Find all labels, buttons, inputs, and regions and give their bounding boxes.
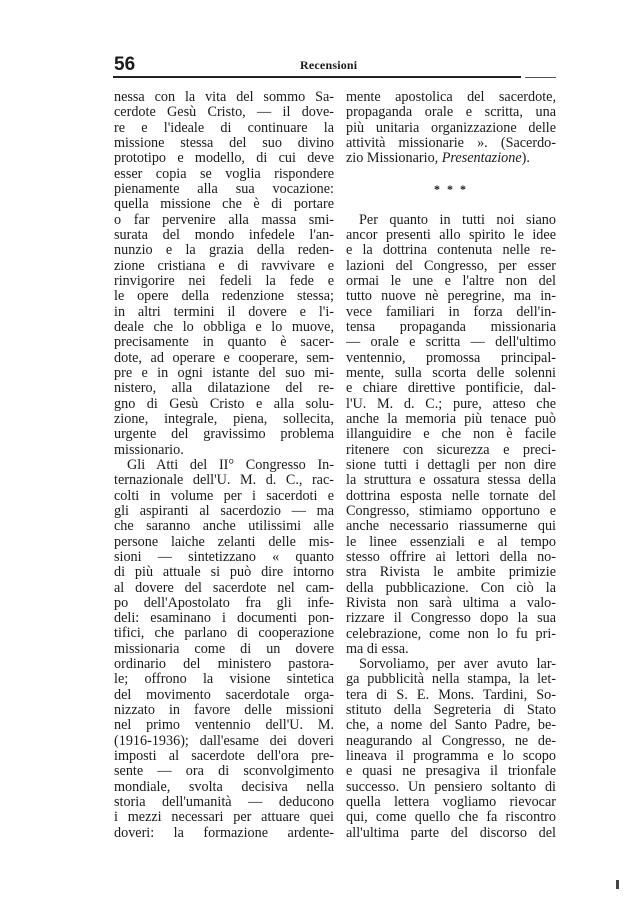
text-line: celebrazione, come non lo fu pri- — [346, 625, 556, 642]
text-line: che saranno anche utilissimi alle — [114, 518, 334, 535]
text-line: attività missionarie ». (Sacerdo- — [346, 134, 556, 151]
text-line: anche necessario riassumerne qui — [346, 518, 556, 535]
text-line: mente apostolica del sacerdote, — [346, 89, 556, 105]
text-line: nizzato in favore delle missioni — [114, 702, 334, 719]
text-line: lazioni del Congresso, per esser — [346, 257, 556, 274]
left-column — [114, 90, 334, 841]
text-line: tensa propaganda missionaria — [346, 318, 556, 335]
text-line: sione tutti i dettagli per non dire — [346, 456, 556, 473]
text-line: ordinario del ministero pastora- — [114, 656, 334, 673]
text-line: al dovere del sacerdote nel cam- — [114, 579, 334, 596]
text-line: gli aspiranti al sacerdozio — ma — [114, 502, 334, 519]
text-line: (1916-1936); dall'esame dei doveri — [114, 732, 334, 749]
text-line: ventennio, promossa principal- — [346, 349, 556, 366]
paragraph — [114, 90, 334, 458]
text-line: ormai le une e l'altre non del — [346, 272, 556, 289]
citation-title: Presentazione — [441, 150, 522, 167]
text-line: — orale e scritta — dell'ultimo — [346, 334, 556, 351]
text-line: successo. Un pensiero soltanto di — [346, 778, 556, 795]
text-line: persone laiche zelanti delle mis- — [114, 533, 334, 550]
scan-mark — [616, 880, 619, 889]
text-line: dottrina esposta nelle tornate del — [346, 487, 556, 504]
text-line: doveri: la formazione ardente- — [114, 824, 334, 841]
text-line: stesso offrire ai lettori della no- — [346, 548, 556, 565]
text-line: nessa con la vita del sommo Sa- — [114, 89, 334, 105]
text-line: pre e in ogni istante del suo mi- — [114, 364, 334, 381]
text-line: stra Rivista le ambite primizie — [346, 564, 556, 581]
text-line: deli: esaminano i documenti pon- — [114, 610, 334, 627]
text-line: propaganda orale e scritta, una — [346, 104, 556, 121]
text-line: della pubblicazione. Con ciò la — [346, 579, 556, 596]
text-line: colti in volume per i sacerdoti e — [114, 487, 334, 504]
text-line: la struttura e ossatura stessa della — [346, 472, 556, 489]
text-line: tifici, che parlano di cooperazione — [114, 625, 334, 642]
text-line: cerdote Gesù Cristo, — il dove- — [114, 104, 334, 121]
text-line: Gli Atti del II° Congresso In- — [127, 456, 334, 473]
text-line: stituto della Segreteria di Stato — [346, 702, 556, 719]
text-line: Sorvoliamo, per aver avuto lar- — [359, 656, 556, 673]
text-line: le opere della redenzione stessa; — [114, 288, 334, 305]
text-line: precisamente in quanto è sacer- — [114, 334, 334, 351]
text-line: missione stessa del suo divino — [114, 134, 334, 151]
text-line: pienamente alla sua vocazione: — [114, 180, 334, 197]
text-line: dote, ad operare e cooperare, sem- — [114, 349, 334, 366]
text-line: anche la memoria più tenace può — [346, 410, 556, 427]
page-number: 56 — [114, 54, 136, 75]
text-line: in altri termini il dovere e l'i- — [114, 303, 334, 320]
text-line: missionaria come di un dovere — [114, 640, 334, 657]
text-line: ga pubblicità nella stampa, la let- — [346, 671, 556, 688]
text-line: e chiare direttive pontificie, dal- — [346, 380, 556, 397]
text-line: e la dottrina contenuta nelle re- — [346, 242, 556, 259]
text-line: rinvigorire nei fedeli la fede e — [114, 272, 334, 289]
text-line: po dell'Apostolato fra gli infe- — [114, 594, 334, 611]
text-line: o far pervenire alla massa smi- — [114, 211, 334, 228]
quote-end-paragraph — [346, 90, 556, 151]
text-line: sioni — sintetizzano « quanto — [114, 548, 334, 565]
text-line: esser copia se voglia rispondere — [114, 165, 334, 182]
text-line: mondiale, svolta decisiva nella — [114, 778, 334, 795]
text-line: sente — ora di sconvolgimento — [114, 763, 334, 780]
text-line: nistero, alla dilatazione del re- — [114, 380, 334, 397]
text-line: ritenere con sicurezza e preci- — [346, 441, 556, 458]
text-line: Rivista non sarà ultima a valo- — [346, 594, 556, 611]
text-line: prototipo e modello, di cui deve — [114, 150, 334, 167]
text-line: quella missione che è di portare — [114, 196, 334, 213]
text-line: ma di essa. — [346, 640, 409, 657]
text-line: neagurando al Congresso, ne de- — [346, 732, 556, 749]
text-line: qui, come quello che fa riscontro — [346, 809, 556, 826]
paragraph — [346, 657, 556, 841]
text-line: storia dell'umanità — deducono — [114, 794, 334, 811]
text-line: urgente del gravissimo problema — [114, 426, 334, 443]
citation-text: zio Missionario, — [346, 150, 442, 167]
header-rule-short — [525, 77, 556, 78]
text-line: ternazionale dell'U. M. d. C., rac- — [114, 472, 334, 489]
text-line: deale che lo obbliga e lo muove, — [114, 318, 334, 335]
section-separator: * * * — [434, 181, 468, 196]
text-line: ancor presenti allo spirito le idee — [346, 226, 556, 243]
text-line: Congresso, stimiamo opportuno e — [346, 502, 556, 519]
text-line: che, a nome del Santo Padre, be- — [346, 717, 556, 734]
text-line: rizzare il Congresso dopo la sua — [346, 610, 556, 627]
text-line: tera di S. E. Mons. Tardini, So- — [346, 686, 556, 703]
text-line — [346, 151, 556, 166]
text-line: vece familiari in forza dell'in- — [346, 303, 556, 320]
text-line: le linee essenziali e al tempo — [346, 533, 556, 550]
text-line: illanguidire e che non è facile — [346, 426, 556, 443]
text-line: all'ultima parte del discorso del — [346, 824, 556, 841]
text-line: nel primo ventennio dell'U. M. — [114, 717, 334, 734]
text-line: del movimento sacerdotale orga- — [114, 686, 334, 703]
text-line: e quasi ne presagiva il trionfale — [346, 763, 556, 780]
text-line: i mezzi necessari per attuare quei — [114, 809, 334, 826]
text-line: l'U. M. d. C.; pure, atteso che — [346, 395, 556, 412]
text-line: re e l'ideale di continuare la — [114, 119, 334, 136]
text-line: quella lettera vogliamo rievocar — [346, 794, 556, 811]
text-line: nunzio e la grazia della reden- — [114, 242, 334, 259]
text-line: surata del mondo infedele l'an- — [114, 226, 334, 243]
text-line: tutto nuove nè peregrine, ma in- — [346, 288, 556, 305]
text-line: lineava il programma e lo scopo — [346, 748, 556, 765]
text-line: zione, integrale, piena, sollecita, — [114, 410, 334, 427]
running-title: Recensioni — [300, 58, 358, 72]
text-line: le; offrono la visione sintetica — [114, 671, 334, 688]
text-line: missionario. — [114, 441, 184, 458]
paragraph — [346, 213, 556, 658]
text-line: più unitaria organizzazione delle — [346, 119, 556, 136]
text-line: Per quanto in tutti noi siano — [359, 211, 556, 228]
header-rule — [113, 76, 521, 78]
right-column — [346, 90, 556, 841]
text-line: imposti al sacerdote dell'ora pre- — [114, 748, 334, 765]
text-line: mente, sulla scorta delle solenni — [346, 364, 556, 381]
citation-suffix: ). — [521, 150, 530, 167]
text-line: di più attuale si può dire intorno — [114, 564, 334, 581]
paragraph — [114, 458, 334, 841]
text-line: gno di Gesù Cristo e alla solu- — [114, 395, 334, 412]
text-line: zione cristiana e di ravvivare e — [114, 257, 334, 274]
